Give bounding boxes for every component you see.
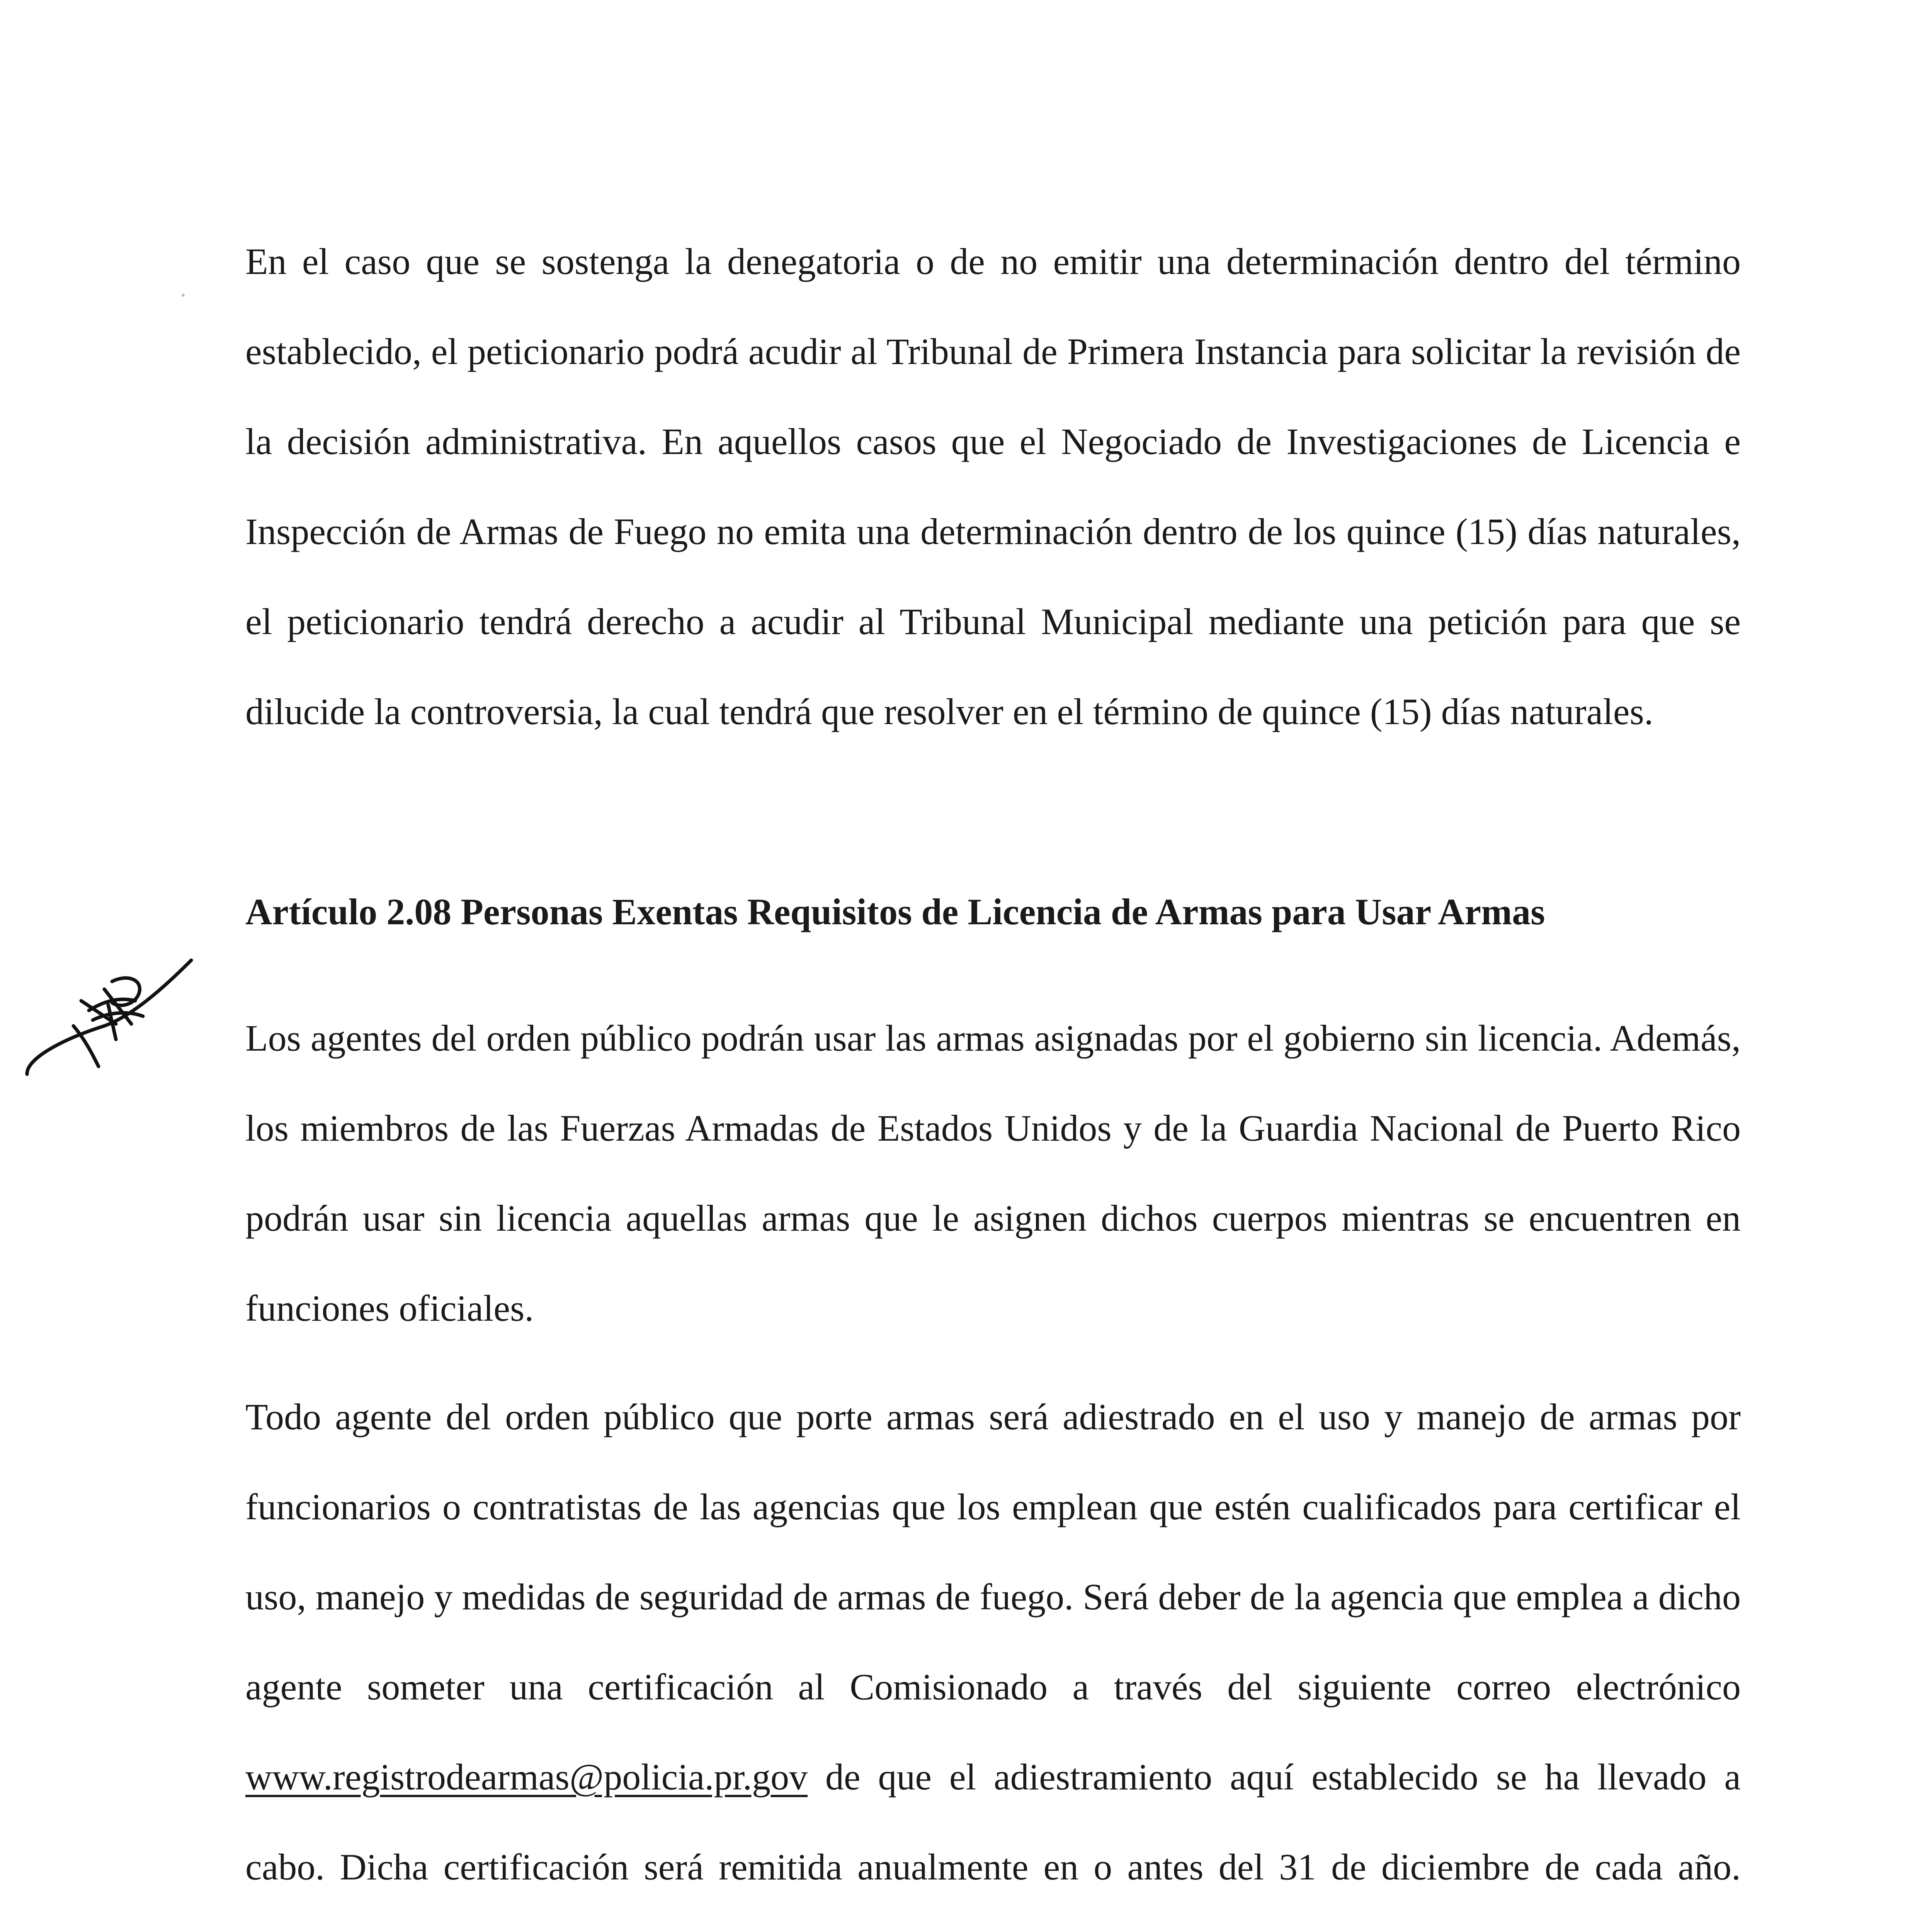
email-link[interactable]: www.registrodearmas@policia.pr.gov <box>245 1756 808 1798</box>
paragraph-adiestramiento <box>245 1372 1741 1932</box>
paragraph-agentes: Los agentes del orden público podrán usar las armas asignadas por el gobierno sin licencia. Además, los miembros de las Fuerzas Armadas de Estados Unidos y de la Guardia Nacional de Puerto Rico podrán usar sin licencia aquellas armas que le asignen dichos cuerpos mientras se encuentren en funciones oficiales. <box>245 1017 1741 1329</box>
handwritten-initials-signature <box>15 943 193 1090</box>
article-heading: Artículo 2.08 Personas Exentas Requisitos de Licencia de Armas para Usar Armas <box>245 891 1545 932</box>
paragraph-text-before-email: Todo agente del orden público que porte armas será adiestrado en el uso y manejo de armas por funcionarios o contratistas de las agencias que los emplean que estén cualificados para certificar el uso, manejo y medidas de seguridad de armas de fuego. Será deber de la agencia que emplea a dicho agente someter una certificación al Comisionado a través del siguiente correo electrónico <box>245 1396 1741 1708</box>
scan-speck <box>182 294 185 297</box>
paragraph-denegatoria: En el caso que se sostenga la denegatoria o de no emitir una determinación dentro del término establecido, el peticionario podrá acudir al Tribunal de Primera Instancia para solicitar la revisión de la decisión administrativa. En aquellos casos que el Negociado de Investigaciones de Licencia e Inspección de Armas de Fuego no emita una determinación dentro de los quince (15) días naturales, el peticionario tendrá derecho a acudir al Tribunal Municipal mediante una petición para que se dilucide la controversia, la cual tendrá que resolver en el término de quince (15) días naturales. <box>245 241 1741 732</box>
paragraph-text-after-email: de que el adiestramiento aquí establecido se ha llevado a cabo. Dicha certificación será remitida anualmente en o antes del 31 de diciembre de cada año. <box>245 1756 1741 1888</box>
